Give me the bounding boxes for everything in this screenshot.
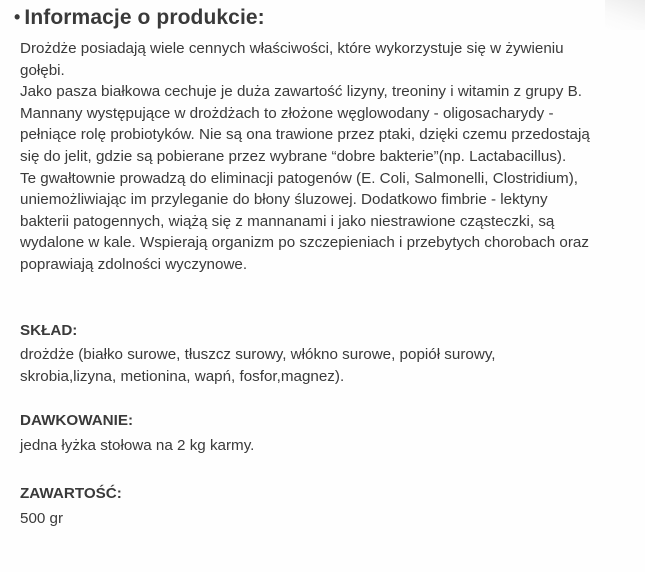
section-heading bbox=[14, 6, 265, 30]
intro-line: bakterii patogennych, wiążą się z mannanami i jako niestrawione cząsteczki, są bbox=[20, 212, 555, 230]
intro-line: uniemożliwiając im przyleganie do błony śluzowej. Dodatkowo fimbrie - lektyny bbox=[20, 191, 548, 209]
scan-shadow bbox=[605, 0, 645, 30]
intro-line: Drożdże posiadają wiele cennych właściwości, które wykorzystuje się w żywieniu bbox=[20, 40, 564, 57]
intro-line: wydalone w kale. Wspierają organizm po szczepieniach i przebytych chorobach oraz bbox=[20, 234, 589, 252]
dawkowanie-line: jedna łyżka stołowa na 2 kg karmy. bbox=[20, 437, 255, 454]
dawkowanie-title: DAWKOWANIE: bbox=[20, 412, 134, 429]
zawartosc-title: ZAWARTOŚĆ: bbox=[20, 485, 122, 502]
sklad-line: skrobia,lizyna, metionina, wapń, fosfor,magnez). bbox=[20, 367, 345, 385]
dawkowanie-text bbox=[20, 435, 254, 457]
intro-paragraph bbox=[20, 38, 630, 276]
intro-line: Mannany występujące w drożdżach to złożone węglowodany - oligosacharydy - bbox=[20, 104, 554, 122]
zawartosc-line: 500 gr bbox=[20, 510, 64, 527]
intro-line: poprawiają zdolności wyczynowe. bbox=[20, 255, 248, 273]
bullet-icon: • bbox=[14, 7, 21, 27]
intro-line: pełniące rolę probiotyków. Nie są ona trawione przez ptaki, dzięki czemu przedostają bbox=[20, 126, 590, 144]
intro-line: gołębi. bbox=[20, 61, 65, 79]
zawartosc-text bbox=[20, 508, 63, 530]
sklad-text bbox=[20, 344, 496, 387]
intro-line: się do jelit, gdzie są pobierane przez wybrane “dobre bakterie”(np. Lactabacillus). bbox=[20, 147, 567, 165]
intro-line: Te gwałtownie prowadzą do eliminacji patogenów (E. Coli, Salmonelli, Clostridium), bbox=[20, 169, 578, 187]
sklad-title: SKŁAD: bbox=[20, 322, 78, 339]
heading-title: Informacje o produkcie: bbox=[24, 6, 265, 29]
intro-line: Jako pasza białkowa cechuje je duża zawartość lizyny, treoniny i witamin z grupy B. bbox=[20, 83, 582, 101]
sklad-line: drożdże (białko surowe, tłuszcz surowy, włókno surowe, popiół surowy, bbox=[20, 346, 496, 363]
